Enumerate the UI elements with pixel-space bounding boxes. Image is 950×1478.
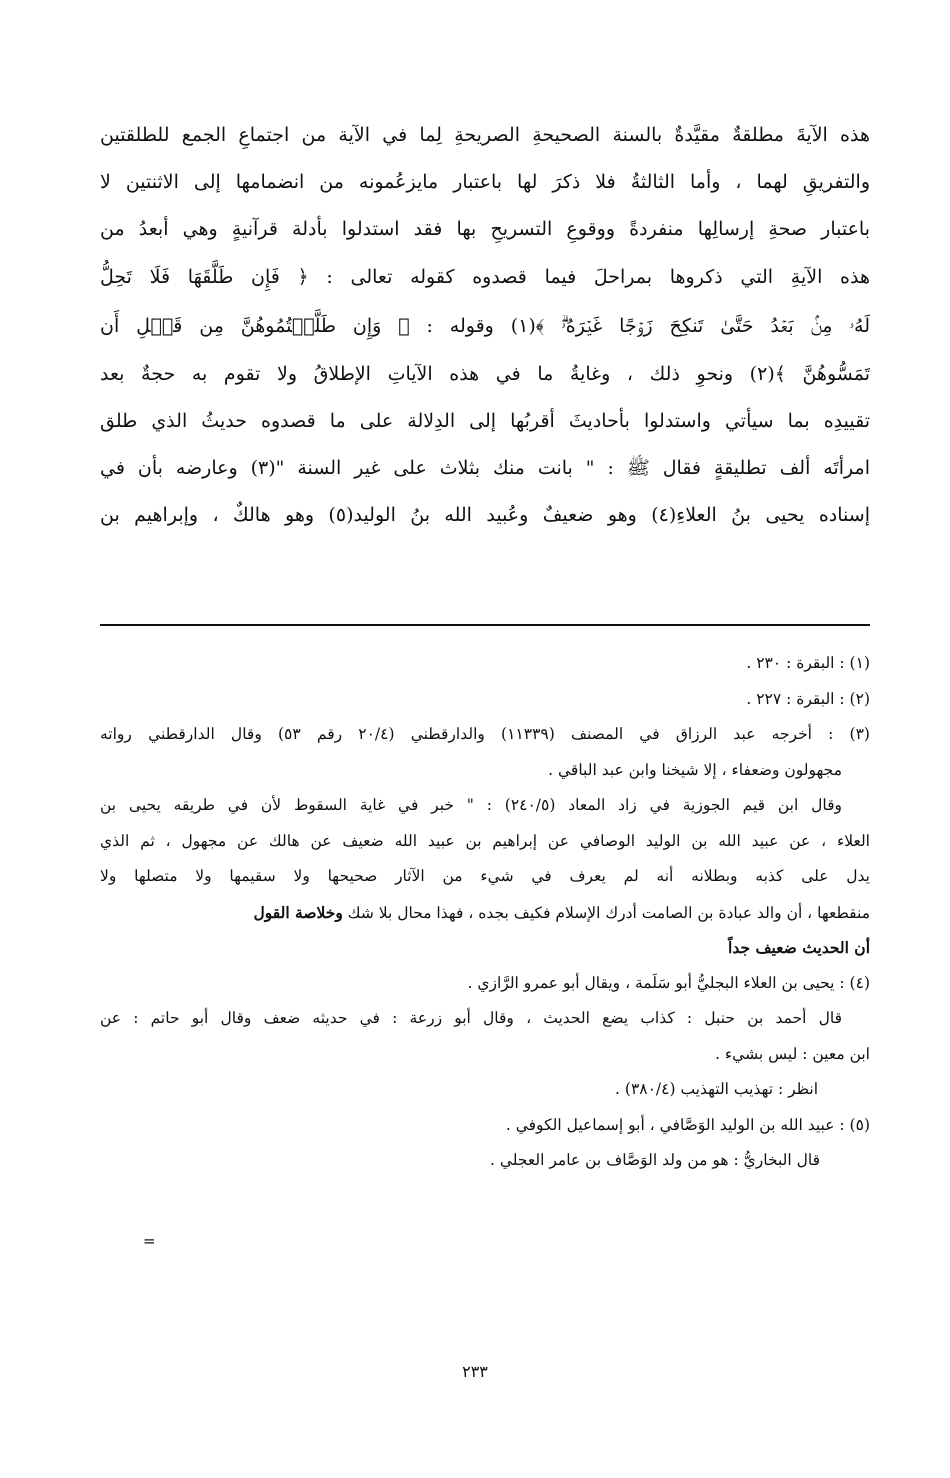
footnote-5: (٥) : عبيد الله بن الوليد الوَصَّافي ، أبو إسماعيل الكوفي . [505, 1115, 870, 1134]
footnote-2: (٢) : البقرة : ٢٢٧ . [746, 689, 870, 708]
footnote-3-quote [100, 895, 870, 931]
footnote-3-quote: يدل على كذبه وبطلانه أنه لم يعرف في شيء من الآثار صحيحها ولا سقيمها ولا متصلها ولا [100, 867, 870, 885]
footnote-3-quote: وقال ابن قيم الجوزية في زاد المعاد (٢٤٠/٥) : " خبر في غاية السقوط لأن في طريقه يحيى بن [100, 796, 842, 814]
footnote-3-quote-text: منقطعها ، أن والد عبادة بن الصامت أدرك الإسلام فكيف بجده ، فهذا محال بلا شك [347, 903, 870, 922]
footnote-divider [100, 624, 870, 626]
footnote-5-body: قال البخاريُّ : هو من ولد الوَصَّاف بن عامر العجلي . [490, 1151, 820, 1169]
main-text [100, 112, 870, 540]
footnote-3-continued: مجهولون وضعفاء ، إلا شيخنا وابن عبد الباقي . [548, 760, 842, 779]
footnote-1: (١) : البقرة : ٢٣٠ . [746, 654, 870, 672]
quran-line: لَهُۥ مِنۢ بَعۡدُ حَتَّىٰ تَنكِحَ زَوۡجًا غَيۡرَهُۥۗ ﴾(١) وقوله : ﴿ وَإِن طَلَّقۡتُمُوهُنَّ مِن قَبۡلِ أَن [100, 314, 870, 337]
footnote-4: (٤) : يحيى بن العلاء البجليُّ أبو سَلَمة ، ويقال أبو عمرو الرَّازي . [467, 973, 870, 992]
footnote-4-body: ابن معين : ليس بشيء . [715, 1044, 870, 1063]
text-line: إسناده يحيى بنُ العلاءِ(٤) وهو ضعيفٌ وعُبيد الله بنُ الوليد(٥) وهو هالكٌ ، وإبراهيم بن [100, 504, 870, 527]
text-line: والتفريقِ لهما ، وأما الثالثةُ فلا ذكرَ لها باعتبار مايزعُمونه من انضمامها إلى الاثنتين لا [100, 171, 870, 194]
page-number: ٢٣٣ [462, 1362, 488, 1381]
text-line: هذه الآيةَ مطلقةٌ مقيَّدةٌ بالسنة الصحيحةِ الصريحةِ لِما في الآية من اجتماعِ الجمع للطلقتين [100, 124, 870, 146]
text-line: تَمَسُّوهُنَّ ﴾(٢) ونحوِ ذلك ، وغايةُ ما في هذه الآياتِ الإطلاقُ ولا تقوم به حجةٌ بعد [100, 362, 870, 385]
footnote-4-body: قال أحمد بن حنبل : كذاب يضع الحديث ، وقال أبو زرعة : في حديثه ضعف وقال أبو حاتم : عن [100, 1009, 842, 1027]
continuation-mark: = [143, 1232, 156, 1250]
footnote-4-reference: انظر : تهذيب التهذيب (٣٨٠/٤) . [615, 1080, 818, 1098]
footnote-3-conclusion-line: أن الحديث ضعيف جداً [728, 938, 870, 957]
footnote-3-conclusion: وخلاصة القول [253, 902, 343, 922]
text-line: تقييدِه بما سيأتي واستدلوا بأحاديثَ أقربُها إلى الدِلالة على ما قصدوه حديثُ الذي طلق [100, 409, 870, 432]
footnotes [100, 646, 870, 1179]
text-line: باعتبار صحةِ إرسالِها منفردةً ووقوعِ التسريحِ بها فقد استدلوا بأدلة قرآنيةٍ وهي أبعدُ من [100, 218, 870, 241]
text-line: هذه الآيةِ التي ذكروها بمراحلَ فيما قصدوه كقوله تعالى : ﴿ فَإِن طَلَّقَهَا فَلَا تَحِلُّ [100, 265, 870, 288]
footnote-3-quote: العلاء ، عن عبيد الله بن الوليد الوصافي عن إبراهيم بن عبيد الله ضعيف عن هالك عن مجهول ، ثم الذي [100, 831, 870, 850]
footnote-3: (٣) : أخرجه عبد الرزاق في المصنف (١١٣٣٩) والدارقطني (٢٠/٤ رقم ٥٣) وقال الدارقطني رواته [100, 725, 870, 743]
text-line: امرأتَه ألف تطليقةٍ فقال ﷺ : " بانت منك بثلاث على غير السنة "(٣) وعارضه بأن في [100, 457, 870, 480]
